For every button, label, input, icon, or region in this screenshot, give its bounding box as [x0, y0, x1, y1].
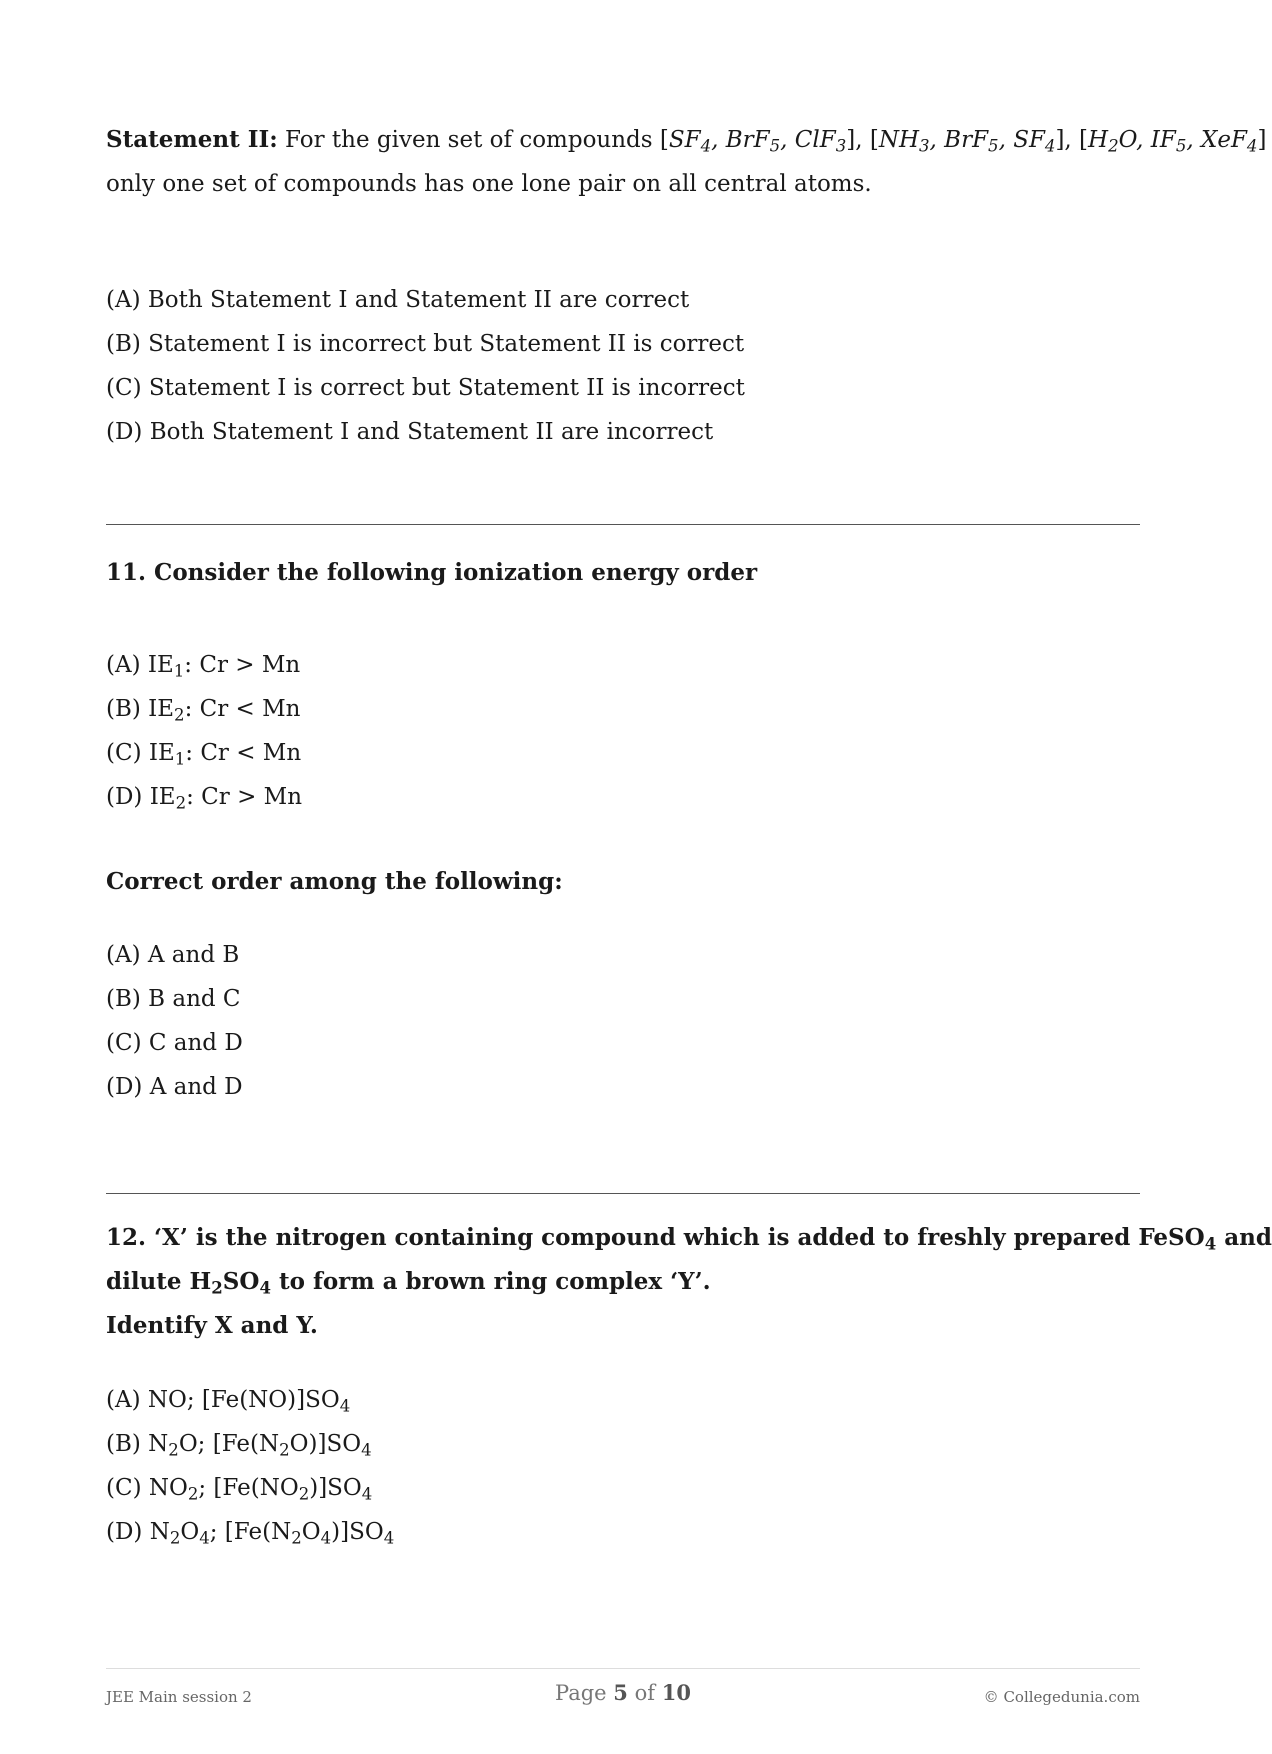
q11-options [106, 643, 1140, 819]
option-d: (D) $IE_2$: Cr > Mn [106, 784, 303, 813]
q12-line-1: 12. ‘X’ is the nitrogen containing compound which is added to freshly prepared FeSO$_4$ and [106, 1224, 1272, 1254]
option-c: (C) $IE_1$: Cr < Mn [106, 740, 302, 769]
statement-label: Statement II: [106, 126, 278, 153]
answer-b: (B) B and C [106, 986, 241, 1012]
option-b: (B) $N_2O$; $[Fe(N_2O)]SO_4$ [106, 1431, 372, 1460]
option-b: (B) Statement I is incorrect but Statement II is correct [106, 331, 745, 357]
page-number: Page 5 of 10 [555, 1680, 691, 1705]
exam-name: JEE Main session 2 [106, 1688, 252, 1706]
compound-set-1: [$SF_4$, BrF$_5$, ClF$_3$] [659, 127, 856, 156]
q12-options [106, 1378, 1140, 1554]
statement-text: For the given set of compounds [285, 127, 653, 153]
answer-c: (C) C and D [106, 1030, 243, 1056]
page-footer [106, 1676, 1140, 1716]
option-b: (B) $IE_2$: Cr < Mn [106, 696, 301, 725]
answer-a: (A) A and B [106, 942, 240, 968]
option-c: (C) $NO_2$; $[Fe(NO_2)]SO_4$ [106, 1475, 373, 1504]
option-d: (D) Both Statement I and Statement II are incorrect [106, 419, 714, 445]
option-a: (A) NO; $[Fe(NO)]SO_4$ [106, 1387, 351, 1416]
compound-set-2: [$NH_3$, BrF$_5$, $SF_4$] [869, 127, 1065, 156]
compound-set-3: [$H_2O$, $IF_5$, XeF$_4$] [1079, 127, 1267, 156]
q11-subheading: Correct order among the following: [106, 868, 563, 895]
q11-answers [106, 933, 1140, 1109]
option-a: (A) Both Statement I and Statement II are correct [106, 287, 690, 313]
copyright: © Collegedunia.com [983, 1688, 1140, 1706]
answer-d: (D) A and D [106, 1074, 243, 1100]
q11-title: 11. Consider the following ionization energy order [106, 559, 758, 586]
q10-options [106, 278, 1140, 454]
option-d: (D) $N_2O_4$; $[Fe(N_2O_4)]SO_4$ [106, 1519, 395, 1548]
option-c: (C) Statement I is correct but Statement II is incorrect [106, 375, 745, 401]
footer-divider [106, 1668, 1140, 1669]
option-a: (A) $IE_1$: Cr > Mn [106, 652, 301, 681]
statement-ii: Statement II: For the given set of compounds [$SF_4$, BrF$_5$, ClF$_3$], [$NH_3$, BrF$_5$, $SF_4$], [$H_2O$, $IF_5$, XeF$_4$] [106, 126, 1267, 156]
q12-line-3: Identify X and Y. [106, 1312, 318, 1339]
page-content [106, 118, 1272, 1554]
statement-line-2: only one set of compounds has one lone pair on all central atoms. [106, 171, 872, 197]
q12-line-2: dilute $H_2SO_4$ to form a brown ring complex ‘Y’. [106, 1268, 711, 1298]
